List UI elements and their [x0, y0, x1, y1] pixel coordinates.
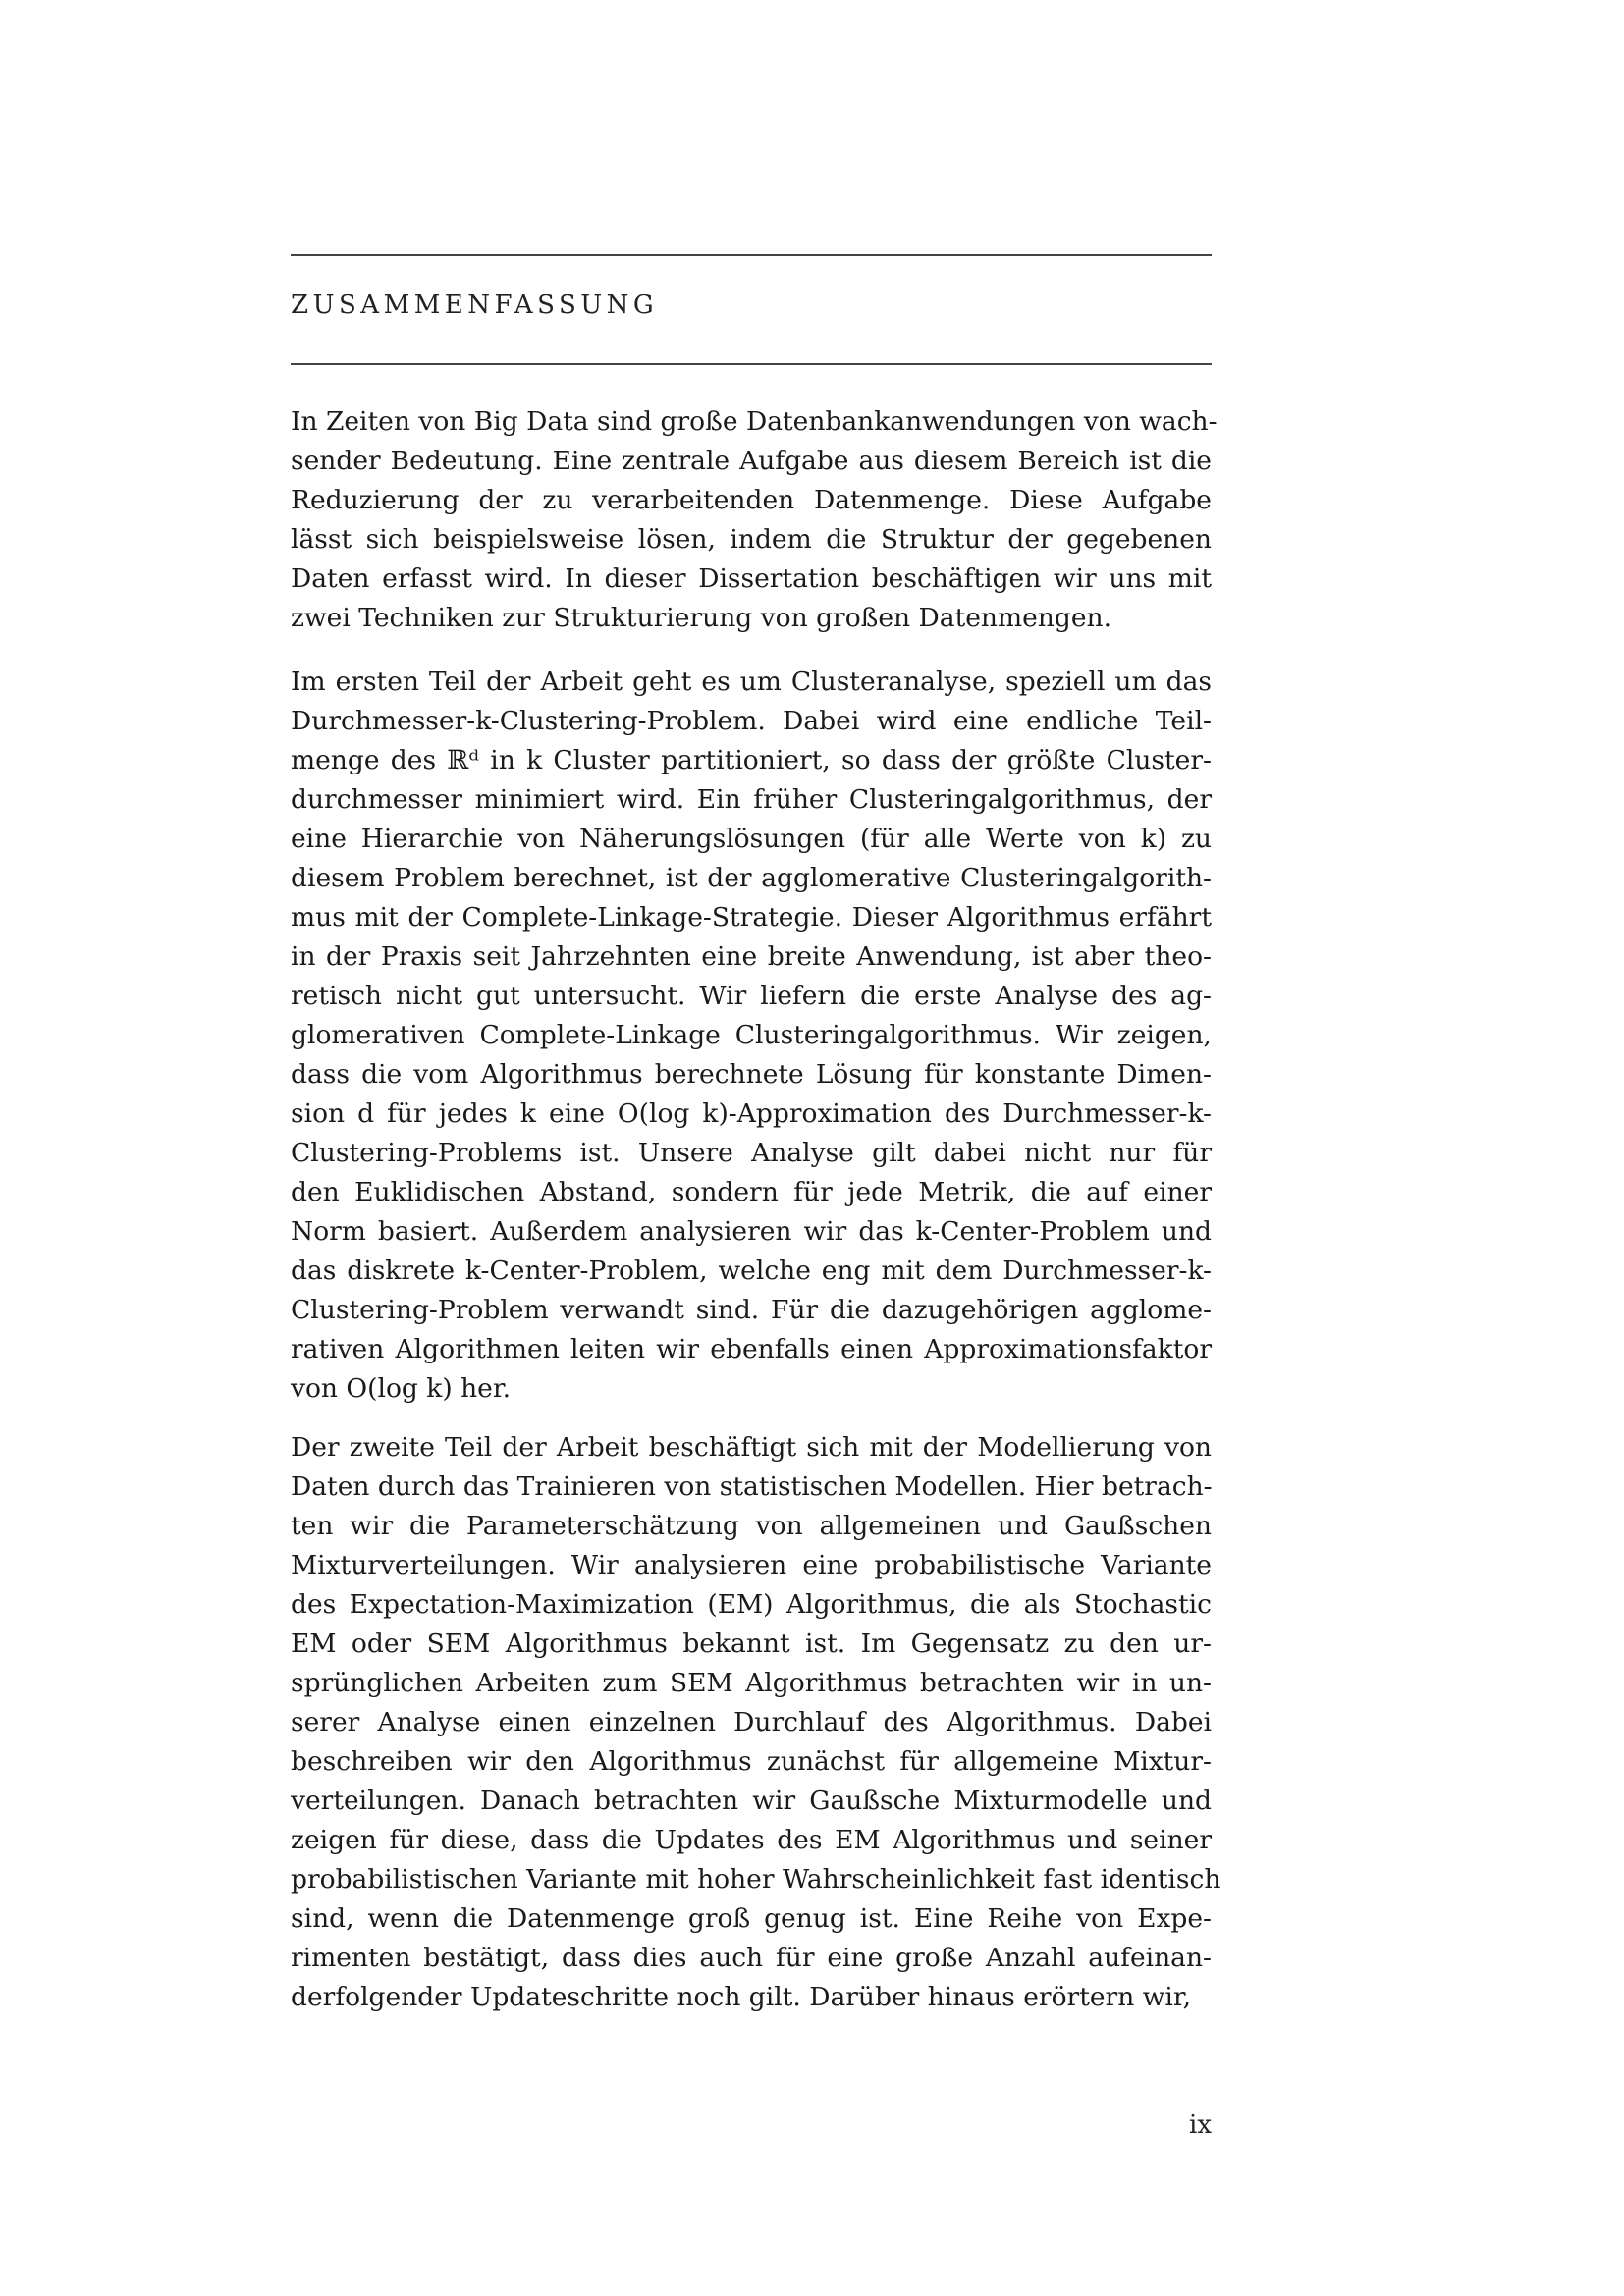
paragraph-line: Clustering-Problems ist. Unsere Analyse gilt dabei nicht nur für	[291, 1138, 1212, 1168]
paragraph-3	[291, 1428, 1221, 2017]
paragraph-line: sind, wenn die Datenmenge groß genug ist. Eine Reihe von Expe-	[291, 1903, 1212, 1934]
paragraph-line: rativen Algorithmen leiten wir ebenfalls einen Approximationsfaktor	[291, 1334, 1212, 1364]
paragraph-line: sprünglichen Arbeiten zum SEM Algorithmus betrachten wir in un-	[291, 1668, 1212, 1698]
paragraph-line: Der zweite Teil der Arbeit beschäftigt sich mit der Modellierung von	[291, 1432, 1212, 1463]
paragraph-line: dass die vom Algorithmus berechnete Lösung für konstante Dimen-	[291, 1059, 1212, 1090]
paragraph-line: eine Hierarchie von Näherungslösungen (für alle Werte von k) zu	[291, 824, 1212, 854]
paragraph-line: ten wir die Parameterschätzung von allgemeinen und Gaußschen	[291, 1511, 1212, 1541]
paragraph-line: durchmesser minimiert wird. Ein früher Clusteringalgorithmus, der	[291, 784, 1212, 815]
page-number: ix	[1189, 2110, 1212, 2140]
paragraph-line: rimenten bestätigt, dass dies auch für eine große Anzahl aufeinan-	[291, 1943, 1212, 1973]
chapter-rule-top	[291, 254, 1212, 256]
paragraph-line: beschreiben wir den Algorithmus zunächst für allgemeine Mixtur-	[291, 1746, 1212, 1777]
paragraph-line: von O(log k) her.	[291, 1373, 512, 1404]
paragraph-line: Im ersten Teil der Arbeit geht es um Clusteranalyse, speziell um das	[291, 667, 1212, 697]
paragraph-line: zeigen für diese, dass die Updates des EM Algorithmus und seiner	[291, 1825, 1212, 1855]
paragraph-line: In Zeiten von Big Data sind große Datenbankanwendungen von wach-	[291, 406, 1218, 437]
paragraph-line: sion d für jedes k eine O(log k)-Approximation des Durchmesser-k-	[291, 1098, 1212, 1129]
paragraph-line: retisch nicht gut untersucht. Wir liefern die erste Analyse des ag-	[291, 981, 1212, 1011]
paragraph-line: probabilistischen Variante mit hoher Wahrscheinlichkeit fast identisch	[291, 1864, 1221, 1895]
paragraph-line: diesem Problem berechnet, ist der agglomerative Clusteringalgorith-	[291, 863, 1212, 893]
paragraph-line: EM oder SEM Algorithmus bekannt ist. Im Gegensatz zu den ur-	[291, 1629, 1212, 1659]
paragraph-line: glomerativen Complete-Linkage Clusteringalgorithmus. Wir zeigen,	[291, 1020, 1212, 1050]
paragraph-line: Clustering-Problem verwandt sind. Für die dazugehörigen agglome-	[291, 1295, 1212, 1325]
paragraph-line: des Expectation-Maximization (EM) Algorithmus, die als Stochastic	[291, 1589, 1212, 1620]
paragraph-line: Mixturverteilungen. Wir analysieren eine probabilistische Variante	[291, 1550, 1212, 1580]
paragraph-line: serer Analyse einen einzelnen Durchlauf des Algorithmus. Dabei	[291, 1707, 1212, 1737]
page	[291, 0, 1221, 2296]
paragraph-2	[291, 663, 1212, 1409]
paragraph-line: das diskrete k-Center-Problem, welche eng mit dem Durchmesser-k-	[291, 1255, 1212, 1286]
paragraph-line: derfolgender Updateschritte noch gilt. Darüber hinaus erörtern wir,	[291, 1982, 1192, 2012]
paragraph-line: den Euklidischen Abstand, sondern für jede Metrik, die auf einer	[291, 1177, 1212, 1207]
chapter-rule-bottom	[291, 363, 1212, 365]
paragraph-line: Reduzierung der zu verarbeitenden Datenmenge. Diese Aufgabe	[291, 485, 1212, 515]
paragraph-line: zwei Techniken zur Strukturierung von großen Datenmengen.	[291, 603, 1111, 633]
paragraph-line: Norm basiert. Außerdem analysieren wir das k-Center-Problem und	[291, 1216, 1212, 1247]
chapter-title: ZUSAMMENFASSUNG	[291, 291, 659, 320]
paragraph-line: mus mit der Complete-Linkage-Strategie. Dieser Algorithmus erfährt	[291, 902, 1212, 933]
paragraph-line: lässt sich beispielsweise lösen, indem die Struktur der gegebenen	[291, 524, 1212, 555]
paragraph-line: sender Bedeutung. Eine zentrale Aufgabe aus diesem Bereich ist die	[291, 446, 1212, 476]
paragraph-1	[291, 402, 1218, 638]
paragraph-line: Daten erfasst wird. In dieser Dissertation beschäftigen wir uns mit	[291, 563, 1212, 594]
paragraph-line: Daten durch das Trainieren von statistischen Modellen. Hier betrach-	[291, 1471, 1213, 1502]
paragraph-line: Durchmesser-k-Clustering-Problem. Dabei wird eine endliche Teil-	[291, 706, 1212, 736]
paragraph-line: in der Praxis seit Jahrzehnten eine breite Anwendung, ist aber theo-	[291, 941, 1212, 972]
paragraph-line: verteilungen. Danach betrachten wir Gaußsche Mixturmodelle und	[291, 1786, 1212, 1816]
paragraph-line: menge des ℝᵈ in k Cluster partitioniert, so dass der größte Cluster-	[291, 745, 1212, 775]
